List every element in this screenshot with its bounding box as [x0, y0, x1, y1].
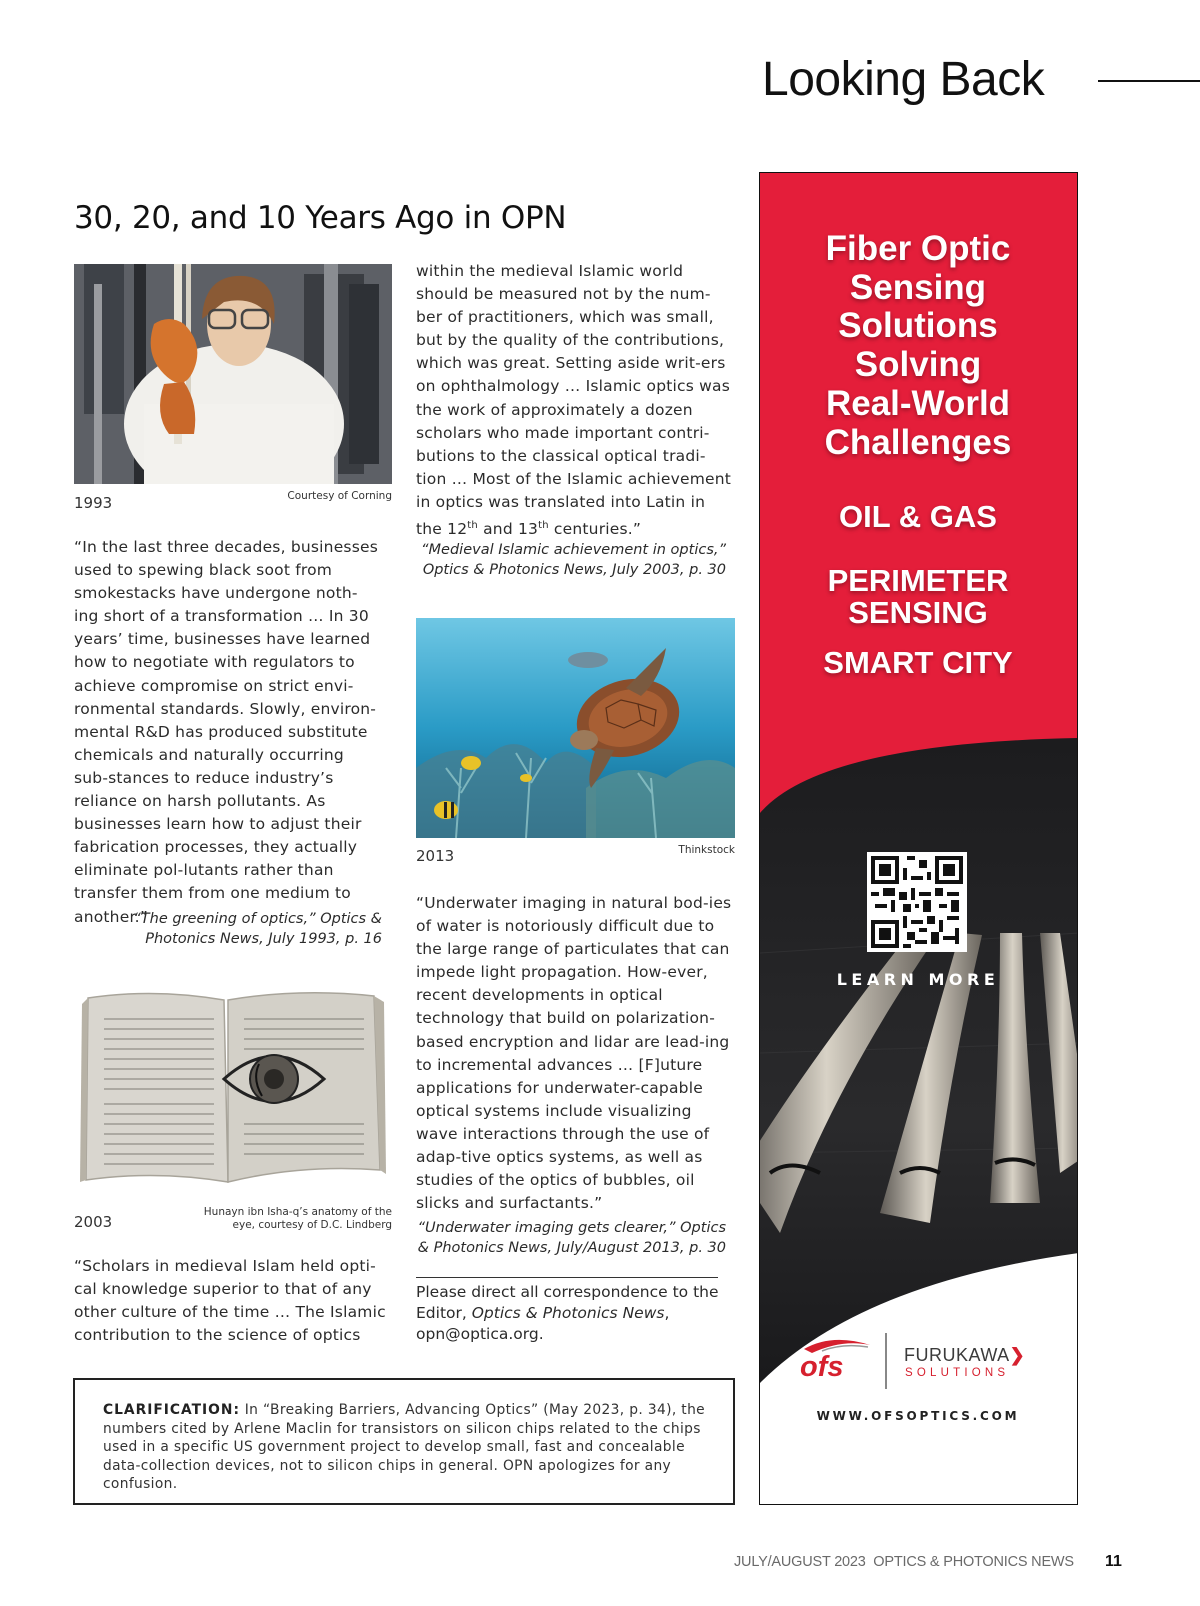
header-rule	[1098, 80, 1200, 82]
photo-credit-2013: Thinkstock	[678, 844, 735, 856]
ad-headline-line: Challenges	[824, 422, 1012, 462]
qr-code-icon[interactable]	[867, 852, 967, 952]
correspondence-note	[416, 1282, 726, 1345]
section-title: Looking Back	[762, 53, 1045, 106]
quote-2013: “Underwater imaging in natural bod-ies of water is notoriously difficult due to the large range of particulates that can impede light propagation. How-ever, recent developments in optical technology that build on polarization-based encryption and lidar are lead-ing to incremental advances … [F]uture applications for underwater-capable optical systems include visualizing wave interactions through the use of adap-tive optics systems, as well as studies of the optics of bubbles, oil slicks and surfactants.”	[416, 894, 732, 1213]
clarification-box	[73, 1378, 735, 1505]
article-title: 30, 20, and 10 Years Ago in OPN	[74, 200, 567, 236]
citation-2013: “Underwater imaging gets clearer,” Optics & Photonics News, July/August 2013, p. 30	[417, 1220, 726, 1256]
photo-1993	[74, 264, 392, 484]
chevron-right-icon: ❯	[1009, 1345, 1026, 1365]
logo-divider	[885, 1333, 887, 1389]
quote-2003-sup1: th	[467, 520, 478, 532]
photo-2003	[74, 984, 392, 1202]
quote-2003-part2	[416, 260, 732, 541]
photo-credit-2003: Hunayn ibn Isha-q’s anatomy of the eye, courtesy of D.C. Lindberg	[203, 1206, 392, 1231]
ad-headline-line: Sensing	[849, 267, 987, 307]
ad-headline	[760, 230, 1076, 462]
ad-item-perimeter: PERIMETER	[827, 563, 1009, 598]
year-label-1993: 1993	[74, 494, 113, 512]
citation-2003: “Medieval Islamic achievement in optics,” Optics & Photonics News, July 2003, p. 30	[421, 542, 726, 578]
quote-2003-end: centuries.”	[548, 520, 642, 539]
ad-headline-line: Fiber Optic	[825, 229, 1011, 268]
photo-2013	[416, 618, 735, 838]
clarification-label: CLARIFICATION:	[103, 1402, 240, 1418]
quote-2003-sup2: th	[538, 520, 549, 532]
year-label-2003: 2003	[74, 1213, 113, 1231]
year-label-2013: 2013	[416, 847, 455, 865]
furukawa-logo	[904, 1345, 1025, 1366]
learn-more-button[interactable]: LEARN MORE	[836, 970, 1000, 989]
furukawa-wordmark: FURUKAWA	[904, 1345, 1010, 1365]
ad-item-oil-gas: OIL & GAS	[839, 499, 997, 534]
ad-logo-row	[800, 1333, 1040, 1393]
ad-headline-line: Solutions	[838, 306, 998, 346]
quote-1993: “In the last three decades, businesses used to spewing black soot from smokestacks have undergone noth-ing short of a transformation … In 30 years’ time, businesses have learned how to negotiate with regulators to achieve compromise on strict envi-ronmental standards. Slowly, environ-mental R&D has produced substitute chemicals and naturally occurring sub-stances to reduce industry’s reliance on harsh pollutants. As businesses learn how to adjust their fabrication processes, they actually eliminate pol-lutants rather than transfer them from one medium to another.”	[74, 538, 378, 926]
ad-headline-line: Real-World	[825, 383, 1011, 423]
correspondence-email[interactable]: , opn@optica.org.	[416, 1304, 670, 1343]
correspondence-publication: Optics & Photonics News	[471, 1304, 665, 1322]
ad-headline-line: Solving	[854, 345, 982, 385]
citation-1993: “The greening of optics,” Optics & Photonics News, July 1993, p. 16	[133, 911, 382, 947]
ofs-advertisement[interactable]	[759, 172, 1078, 1505]
quote-2003-part1: “Scholars in medieval Islam held opti-cal knowledge superior to that of any other culture of the time … The Islamic contribution to the science of optics	[74, 1257, 386, 1345]
ad-item-sensing: SENSING	[848, 595, 988, 630]
ad-url-link[interactable]: WWW.OFSOPTICS.COM	[816, 1409, 1020, 1423]
quote-2003-cont: within the medieval Islamic world should be measured not by the num-ber of practitioners, which was small, but by the quality of the contributions, which was great. Setting aside writ-ers on ophthalmology … Islamic optics was the work of approximately a dozen scholars who made important contri-butions to the classical optical tradi-tion … Most of the Islamic achievement in optics was translated into Latin in the 12	[416, 262, 732, 539]
quote-2003-mid: and 13	[477, 520, 539, 539]
ad-item-smart-city: SMART CITY	[823, 645, 1013, 680]
clarification-body: In “Breaking Barriers, Advancing Optics” (May 2023, p. 34), the numbers cited by Arlene Maclin for transistors on silicon chips related to the chips used in a specific US government project to develop small, fast and concealable data-collection devices, not to silicon chips in general. OPN apologizes for any confusion.	[103, 1402, 706, 1493]
correspondence-divider	[416, 1277, 718, 1278]
furukawa-solutions: SOLUTIONS	[905, 1367, 1010, 1379]
ofs-logo: ofs	[800, 1351, 844, 1383]
footer-issue: JULY/AUGUST 2023 OPTICS & PHOTONICS NEWS	[734, 1554, 1074, 1570]
page-number: 11	[1105, 1553, 1122, 1570]
clarification-text	[103, 1401, 705, 1494]
correspondence-lead: Please direct all correspondence to the Editor,	[416, 1283, 719, 1322]
photo-credit-1993: Courtesy of Corning	[287, 490, 392, 502]
